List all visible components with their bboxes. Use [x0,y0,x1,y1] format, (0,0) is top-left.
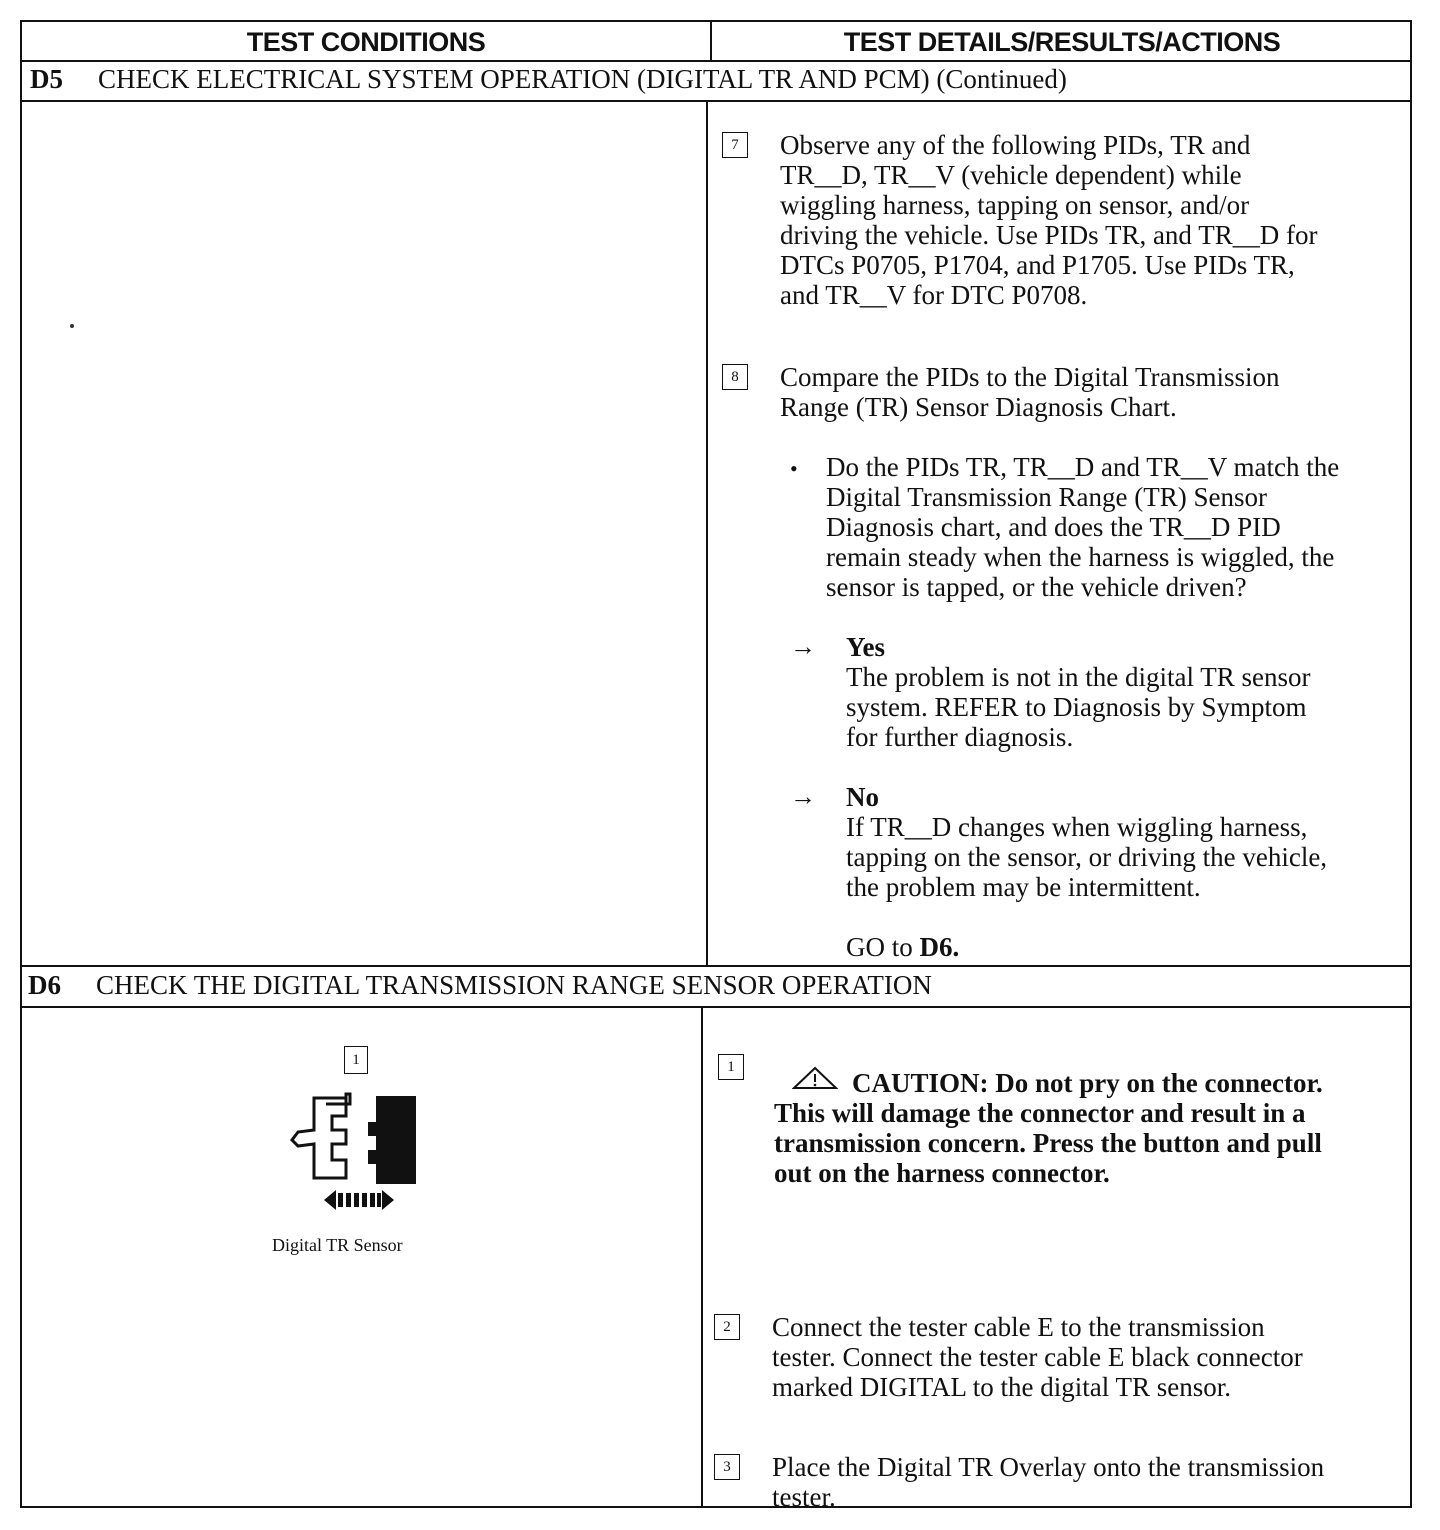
step-7-line: wiggling harness, tapping on sensor, and/or [780,190,1250,220]
step-7-line: and TR__V for DTC P0708. [780,280,1088,310]
question-line: remain steady when the harness is wiggled, the [826,542,1335,572]
step-3-line: Place the Digital TR Overlay onto the transmission [772,1452,1325,1482]
caution-line: This will damage the connector and result in a [774,1098,1306,1128]
step-8-line: Range (TR) Sensor Diagnosis Chart. [780,392,1177,422]
step-8-question [826,452,1416,602]
goto-target: D6. [919,932,960,962]
step-8-number: 8 [722,364,748,390]
diagnostic-table [20,20,1412,1512]
d5-title-row [30,64,1067,95]
no-line: tapping on the sensor, or driving the vehicle, [846,842,1328,872]
tr-sensor-connector-icon [288,1088,428,1218]
rule-d5-title [22,100,1410,102]
step-7-line: TR__D, TR__V (vehicle dependent) while [780,160,1242,190]
question-line: Digital Transmission Range (TR) Sensor [826,482,1268,512]
question-line: Diagnosis chart, and does the TR__D PID [826,512,1281,542]
no-line: If TR__D changes when wiggling harness, [846,812,1308,842]
goto-prefix: GO to [846,932,920,962]
stray-mark [70,324,74,328]
no-label: No [846,782,879,812]
no-branch [846,782,1406,962]
figure-caption: Digital TR Sensor [272,1235,403,1255]
step-3-line: tester. [772,1482,836,1512]
step-7-line: Observe any of the following PIDs, TR and [780,130,1251,160]
d6-step-1-number: 1 [718,1054,744,1080]
step-7-line: driving the vehicle. Use PIDs TR, and TR__D for [780,220,1318,250]
step-7-number: 7 [722,132,748,158]
yes-arrow: → [790,632,816,661]
no-line: the problem may be intermittent. [846,872,1201,902]
step-8-line: Compare the PIDs to the Digital Transmission [780,362,1280,392]
step-2-line: Connect the tester cable E to the transmission [772,1312,1265,1342]
yes-line: The problem is not in the digital TR sensor [846,662,1311,692]
d6-step-3-text [772,1452,1412,1512]
rule-vertical-d5 [706,100,708,965]
header-test-details: TEST DETAILS/RESULTS/ACTIONS [843,27,1281,57]
d6-title-row [28,970,932,1001]
step-8-bullet: • [790,456,798,481]
caution-text [774,1068,1414,1188]
no-arrow: → [790,782,816,811]
question-line: sensor is tapped, or the vehicle driven? [826,572,1247,602]
caution-line: out on the harness connector. [774,1158,1110,1188]
rule-d6-start [22,965,1410,967]
step-7-text [780,130,1400,310]
d6-step-2-text [772,1312,1412,1402]
header-test-conditions: TEST CONDITIONS [246,27,486,57]
d6-step-3-number: 3 [714,1454,740,1480]
caution-line: transmission concern. Press the button and pull [774,1128,1322,1158]
d6-step-2-number: 2 [714,1314,740,1340]
yes-label: Yes [846,632,885,662]
d6-code: D6 [28,970,61,1000]
d5-title: CHECK ELECTRICAL SYSTEM OPERATION (DIGITAL TR AND PCM) (Continued) [98,64,1067,94]
step-7-line: DTCs P0705, P1704, and P1705. Use PIDs TR, [780,250,1295,280]
d6-title: CHECK THE DIGITAL TRANSMISSION RANGE SENSOR OPERATION [96,970,932,1000]
figure-callout: 1 [344,1046,368,1074]
question-line: Do the PIDs TR, TR__D and TR__V match the [826,452,1340,482]
goto-line [846,932,1406,962]
d5-code: D5 [30,64,63,94]
step-8-text [780,362,1400,422]
step-2-line: tester. Connect the tester cable E black connector [772,1342,1303,1372]
caution-line: CAUTION: Do not pry on the connector. [852,1068,1323,1098]
yes-line: for further diagnosis. [846,722,1074,752]
yes-branch [846,632,1406,752]
step-2-line: marked DIGITAL to the digital TR sensor. [772,1372,1231,1402]
yes-line: system. REFER to Diagnosis by Symptom [846,692,1307,722]
rule-vertical-d6 [701,1006,703,1506]
rule-d6-title [22,1006,1410,1008]
